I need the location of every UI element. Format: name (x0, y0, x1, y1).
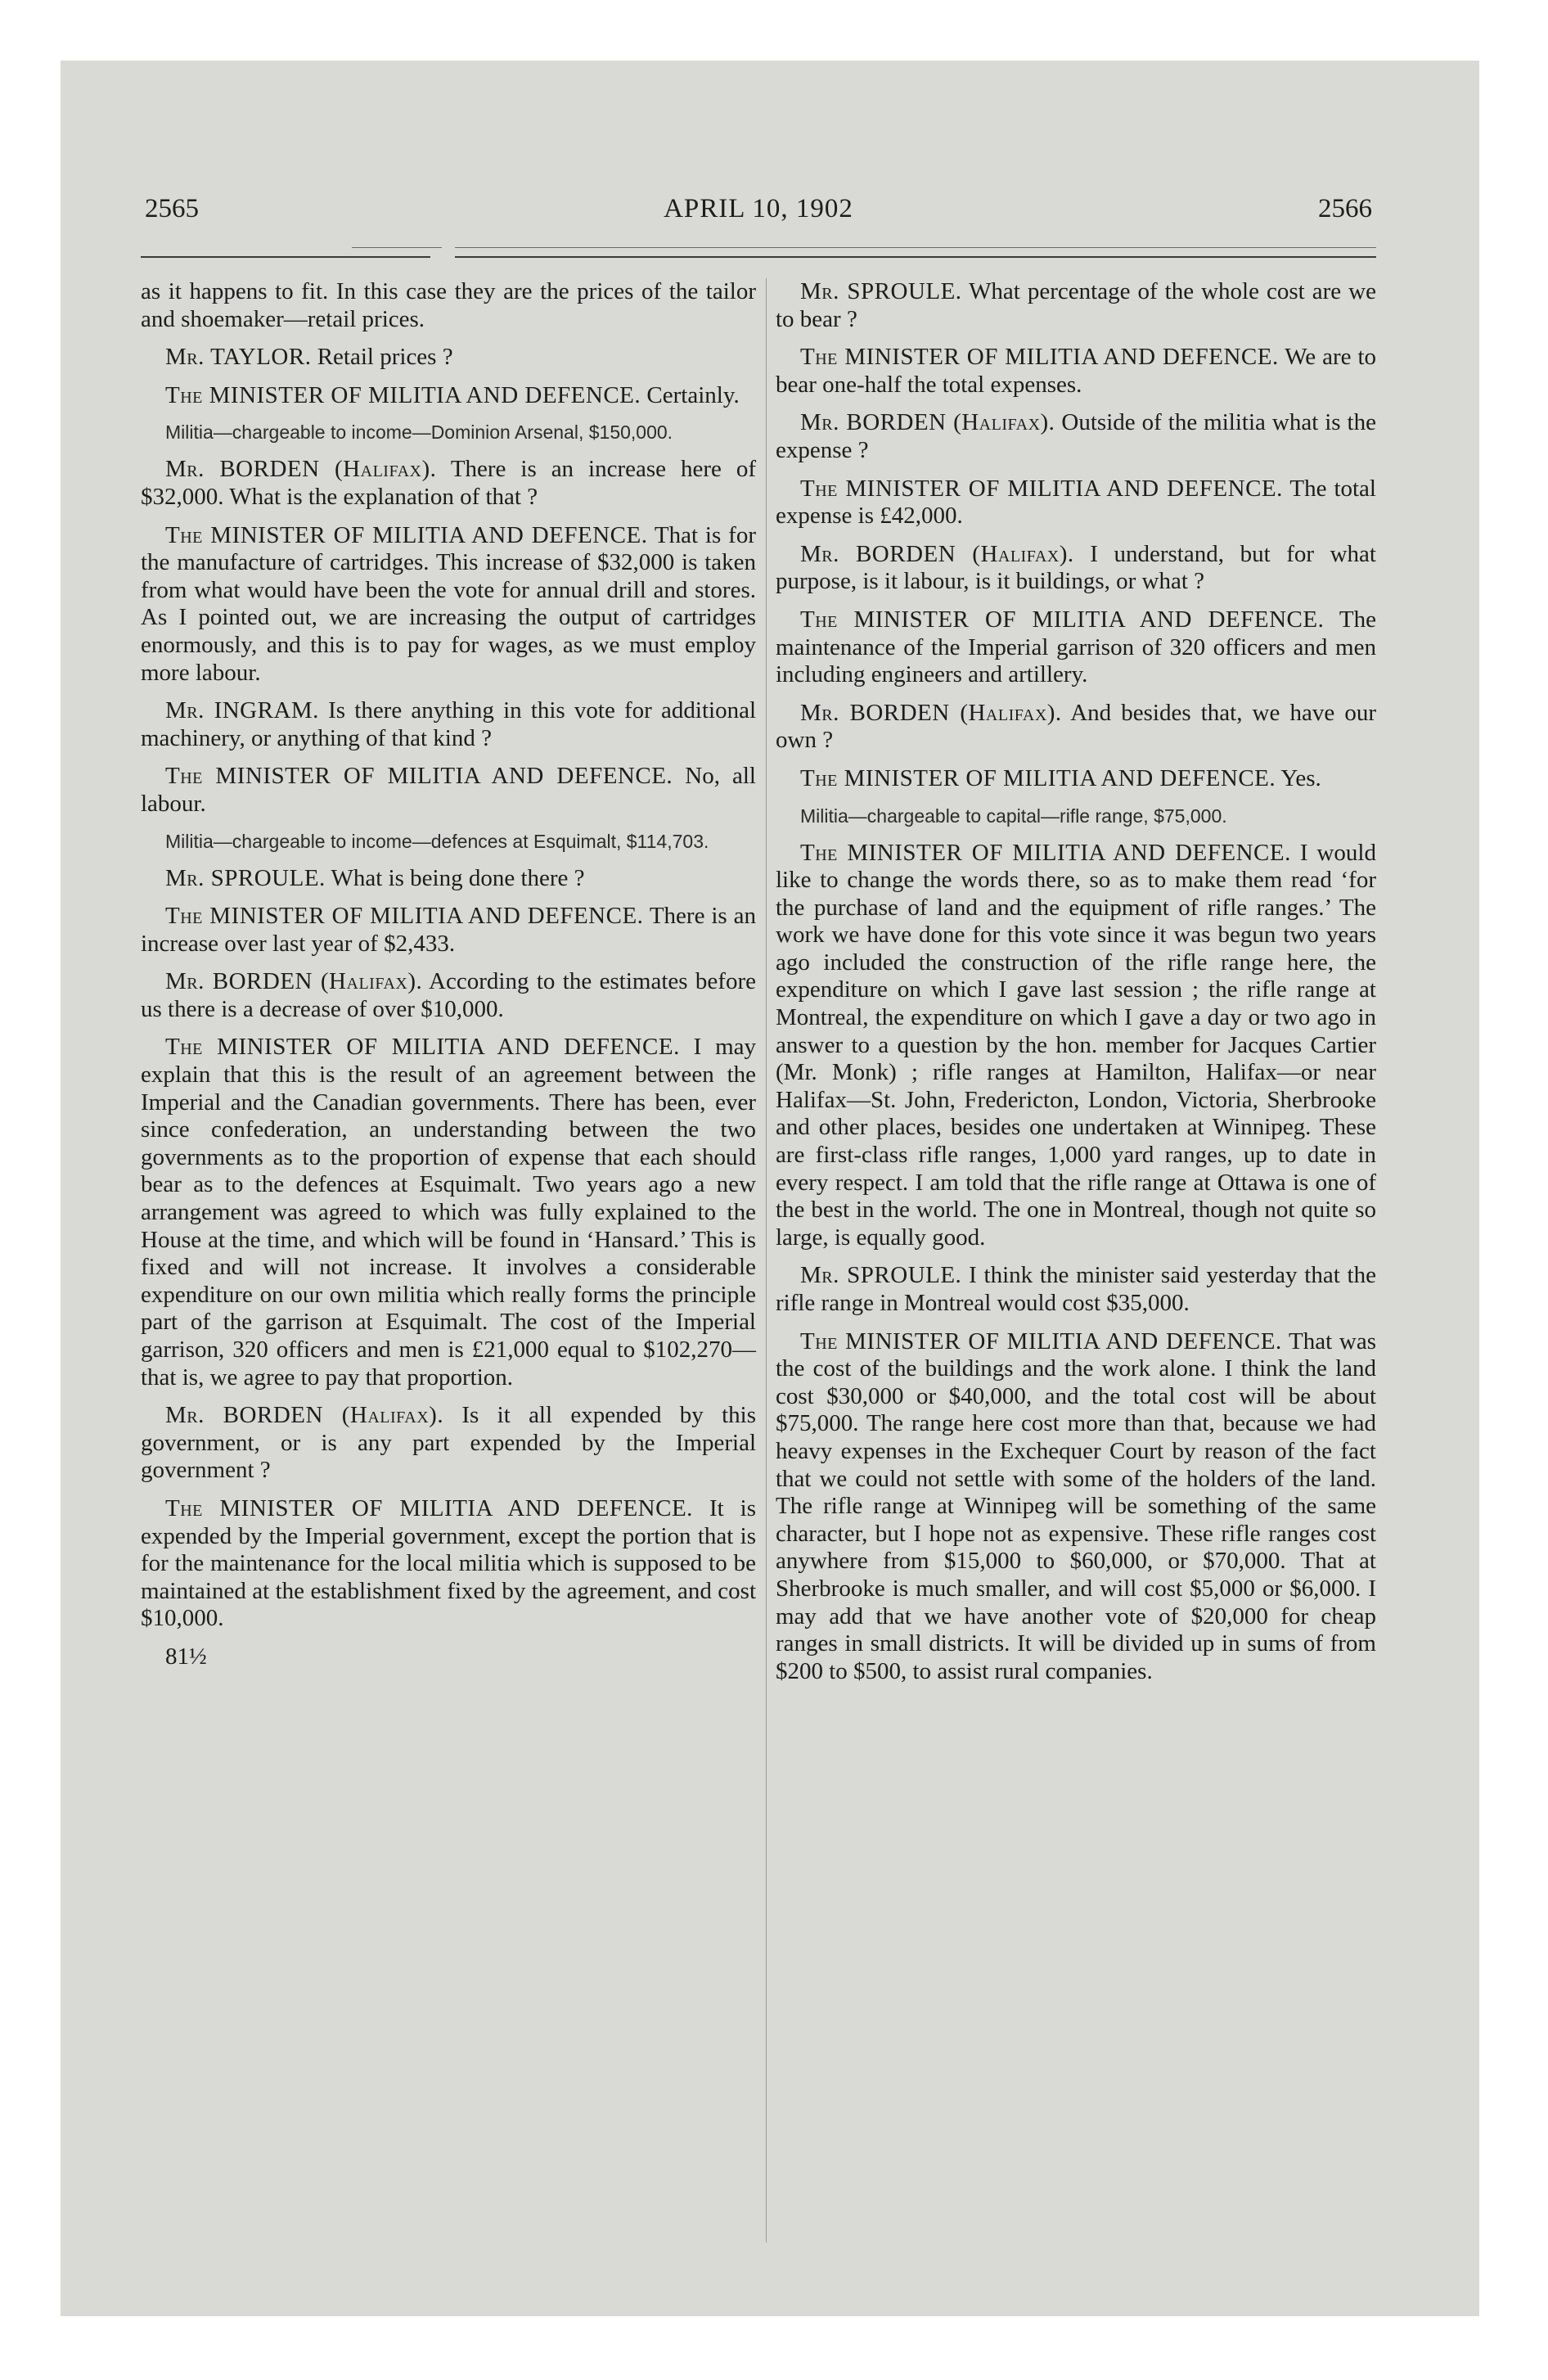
speaker-name: Mr. BORDEN (Halifax). (165, 1402, 444, 1429)
speech-paragraph (776, 1328, 1376, 1686)
speech-text: Is there anything in this vote for additional machinery, or anything of that kind ? (141, 697, 756, 751)
speech-text: And besides that, we have our own ? (776, 699, 1376, 754)
speech-text: There is an increase over last year of $2,433. (141, 903, 756, 957)
left-column (141, 278, 756, 1671)
speech-text: Outside of the militia what is the expense ? (776, 409, 1376, 463)
folio-mark: 81½ (165, 1643, 207, 1670)
speech-paragraph (141, 903, 756, 958)
speech-paragraph (141, 763, 756, 818)
speaker-name: Mr. BORDEN (Halifax). (800, 699, 1062, 726)
speech-text: No, all labour. (141, 763, 756, 817)
speech-paragraph (141, 968, 756, 1023)
speaker-name: The MINISTER OF MILITIA AND DEFENCE. (165, 763, 673, 790)
speech-text: I would like to change the words there, so as to make them read ‘for the purchase of land and the equipment of rifle ranges.’ The work we have done for this vote since it was begun two years ago included the construction of the rifle range here, the expenditure on which I gave last session ; the rifle range at Montreal, the expenditure on which I gave a day or two ago in answer to a question by the hon. member for Jacques Cartier (Mr. Monk) ; rifle ranges at Hamilton, Halifax—or near Halifax—St. John, Fredericton, London, Victoria, Sherbrooke and other places, besides one undertaken at Winnipeg. These are first-class rifle ranges, 1,000 yard ranges, up to date in every respect. I am told that the rifle range at Ottawa is one of the best in the world. The one in Montreal, though not quite so large, is equally good. (776, 839, 1376, 1251)
speech-paragraph (776, 840, 1376, 1252)
speech-paragraph (776, 606, 1376, 689)
speaker-name: The MINISTER OF MILITIA AND DEFENCE. (165, 1034, 680, 1061)
speech-text: as it happens to fit. In this case they are the prices of the tailor and shoemaker—retail prices. (141, 278, 756, 332)
speech-paragraph (141, 697, 756, 752)
speech-paragraph (141, 382, 756, 410)
speech-paragraph (141, 522, 756, 687)
speech-text: Retail prices ? (317, 344, 453, 371)
speech-paragraph (141, 1402, 756, 1485)
speaker-name: Mr. BORDEN (Halifax). (800, 409, 1055, 436)
speaker-name: The MINISTER OF MILITIA AND DEFENCE. (800, 606, 1325, 633)
speech-paragraph (776, 700, 1376, 755)
header-rule-right (455, 256, 1376, 258)
speaker-name: Mr. SPROULE. (800, 1262, 962, 1289)
page-number-right: 2566 (1318, 194, 1372, 223)
page-header (145, 194, 1372, 227)
speaker-name: Mr. BORDEN (Halifax). (800, 540, 1074, 567)
right-column (776, 278, 1376, 1696)
speaker-name: The MINISTER OF MILITIA AND DEFENCE. (165, 1494, 693, 1521)
speech-paragraph (776, 1262, 1376, 1317)
speaker-name: The MINISTER OF MILITIA AND DEFENCE. (800, 764, 1276, 791)
speech-text: Yes. (1280, 764, 1321, 791)
speech-paragraph (776, 344, 1376, 399)
speech-text: I understand, but for what purpose, is it labour, is it buildings, or what ? (776, 540, 1376, 595)
speech-paragraph (141, 865, 756, 893)
speaker-name: Mr. TAYLOR. (165, 344, 312, 371)
speech-text: What is being done there ? (331, 864, 585, 891)
speech-text: The total expense is £42,000. (776, 475, 1376, 530)
speaker-name: The MINISTER OF MILITIA AND DEFENCE. (800, 475, 1283, 502)
estimate-item (141, 829, 756, 854)
speech-text: Is it all expended by this government, or is any part expended by the Imperial government ? (141, 1402, 756, 1484)
speech-paragraph (141, 344, 756, 372)
speech-paragraph (141, 278, 756, 333)
speaker-name: Mr. BORDEN (Halifax). (165, 968, 423, 995)
speech-text: Certainly. (646, 381, 740, 408)
speech-text: I think the minister said yesterday that the rifle range in Montreal would cost $35,000. (776, 1262, 1376, 1316)
speaker-name: Mr. SPROULE. (165, 864, 326, 891)
header-rule-left-short (352, 247, 442, 248)
speech-paragraph (776, 541, 1376, 596)
speech-text: What percentage of the whole cost are we to bear ? (776, 278, 1376, 332)
speaker-name: The MINISTER OF MILITIA AND DEFENCE. (165, 521, 648, 548)
speaker-name: The MINISTER OF MILITIA AND DEFENCE. (165, 903, 644, 930)
speech-text: It is expended by the Imperial government, except the portion that is for the maintenance for the local militia which is supposed to be maintained at the establishment fixed by the agreement, and cost $10,000. (141, 1494, 756, 1632)
page-date: APRIL 10, 1902 (664, 194, 853, 223)
speech-text: There is an increase here of $32,000. What is the explanation of that ? (141, 456, 756, 510)
speech-paragraph (141, 1034, 756, 1391)
estimate-item-text: Militia—chargeable to income—Dominion Arsenal, $150,000. (165, 421, 673, 444)
estimate-item-text: Militia—chargeable to capital—rifle range, $75,000. (800, 805, 1227, 827)
speech-paragraph (776, 409, 1376, 464)
speaker-name: Mr. BORDEN (Halifax). (165, 456, 437, 483)
speech-text: That was the cost of the buildings and the work alone. I think the land cost $30,000 or $40,000, and the total cost will be about $75,000. The range here cost more than that, because we had heavy expenses in the Exchequer Court by reason of the fact that we could not settle with some of the holders of the land. The rifle range at Winnipeg will be something of the same character, but I hope not as expensive. These rifle ranges cost anywhere from $15,000 to $60,000, or $70,000. That at Sherbrooke is much smaller, and will cost $5,000 or $6,000. I may add that we have another vote of $20,000 for cheap ranges in small districts. It will be divided up in sums of from $200 to $500, to assist rural companies. (776, 1327, 1376, 1684)
speech-text: According to the estimates before us there is a decrease of over $10,000. (141, 968, 756, 1022)
header-rule-left (141, 256, 430, 258)
speech-text: I may explain that this is the result of an agreement between the Imperial and the Canadian governments. There has been, ever since confederation, an understanding between the two governments as to the proportion of expense that each should bear as to the defences at Esquimalt. Two years ago a new arrangement was agreed to which was fully explained to the House at the time, and which will be found in ‘Hansard.’ This is fixed and will not increase. It involves a considerable expenditure on our own militia which really forms the principle part of the garrison at Esquimalt. The cost of the Imperial garrison, 320 officers and men is £21,000 equal to $102,270—that is, we agree to pay that proportion. (141, 1034, 756, 1391)
speaker-name: The MINISTER OF MILITIA AND DEFENCE. (800, 1327, 1282, 1355)
speaker-name: The MINISTER OF MILITIA AND DEFENCE. (800, 839, 1291, 866)
speech-paragraph (141, 456, 756, 511)
speech-text: The maintenance of the Imperial garrison of 320 officers and men including engineers and artillery. (776, 606, 1376, 688)
speech-text: That is for the manufacture of cartridges. This increase of $32,000 is taken from what would have been the vote for annual drill and stores. As I pointed out, we are increasing the output of cartridges enormously, and this is to pay for wages, as we must employ more labour. (141, 521, 756, 686)
estimate-item-text: Militia—chargeable to income—defences at Esquimalt, $114,703. (165, 830, 709, 852)
estimate-item (141, 420, 756, 444)
speech-text: We are to bear one-half the total expenses. (776, 344, 1376, 398)
column-divider (766, 278, 767, 2243)
speech-paragraph (141, 1495, 756, 1633)
speech-paragraph (776, 476, 1376, 530)
estimate-item (776, 804, 1376, 828)
speech-paragraph (776, 765, 1376, 793)
header-rule-right-upper (455, 247, 1376, 248)
speaker-name: The MINISTER OF MILITIA AND DEFENCE. (800, 344, 1279, 371)
speech-paragraph (776, 278, 1376, 333)
speaker-name: Mr. SPROULE. (800, 278, 962, 304)
speaker-name: Mr. INGRAM. (165, 697, 319, 724)
page-number-left: 2565 (145, 194, 199, 223)
speaker-name: The MINISTER OF MILITIA AND DEFENCE. (165, 381, 641, 408)
